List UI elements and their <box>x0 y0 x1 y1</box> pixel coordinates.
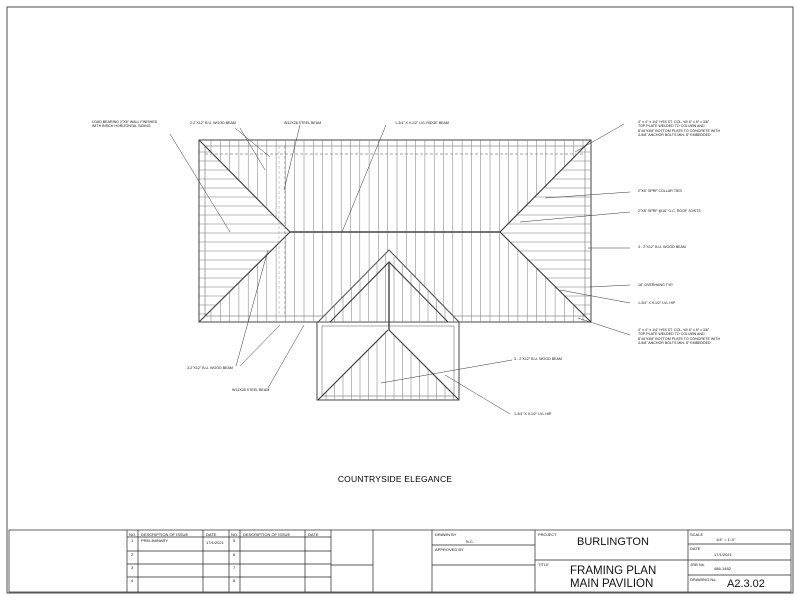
title-line-1: FRAMING PLAN <box>570 565 657 577</box>
issue-header-description-2: DESCRIPTION OF ISSUE <box>243 532 291 537</box>
callout-column-bottom: 4" x 4" x 1/4" HSS ST. COL. W/ 6" x 6" x 3/8" TOP PLATE WELDED TO COLUMN AND 8"x8"x3/8" BOTTOM PLATE TO CONCRETE WITH 4-5/8" ANCHOR BOLTS MIN. 8" EMBEDDED <box>638 328 721 346</box>
project-value: BURLINGTON <box>577 536 649 548</box>
issue-no-right-1: 5 <box>233 538 236 543</box>
title-block-lines <box>9 530 791 592</box>
scale-label: SCALE <box>690 532 704 537</box>
issue-no-left-4: 4 <box>131 578 134 583</box>
issue-header-date: DATE <box>206 532 217 537</box>
callout-overhang: 18" OVERHANG TYP. <box>638 283 674 287</box>
issue-header-description: DESCRIPTION OF ISSUE <box>141 532 189 537</box>
callout-roof-joists: 2"X8" SPRF @16" O.C. ROOF JOISTS <box>638 209 701 213</box>
callout-wall-note: LOAD BEARING 2"X6" WALL FINISHED WITH BIRCH HORIZONTAL SIDING <box>92 120 158 129</box>
job-no-value: 486-1482 <box>714 566 731 571</box>
callout-column-top: 4" x 4" x 1/4" HSS ST. COL. W/ 6" x 6" x 3/8" TOP PLATE WELDED TO COLUMN AND 8"x8"x3/8" BOTTOM PLATE TO CONCRETE WITH 4-5/8" ANCHOR BOLTS MIN. 8" EMBEDDED <box>638 120 721 138</box>
job-no-label: JOB No. <box>690 562 706 567</box>
issue-header-no: NO. <box>129 532 137 537</box>
date-value: 17/1/2021 <box>714 552 732 557</box>
issue-date-left-1: 17/1/2021 <box>206 540 224 545</box>
callout-wood-beam-left: 3-2"X12" B.U. WOOD BEAM <box>187 366 233 370</box>
callout-collar-ties: 2"X6" SPRF COLLAR TIES <box>638 189 682 193</box>
issue-no-right-2: 6 <box>233 552 236 557</box>
issue-no-right-3: 7 <box>233 565 236 570</box>
issue-no-left-3: 3 <box>131 565 134 570</box>
callout-steel-beam-bottom: W12X26 STEEL BEAM <box>232 388 270 392</box>
callout-top-beam: 2-2"X12" B.U. WOOD BEAM <box>190 121 236 125</box>
callout-lvl-hip-right: 1-3/4" X 9-1/2" LVL HIP <box>638 301 676 305</box>
issue-header-date-2: DATE <box>308 532 319 537</box>
drawing-no-label: DRAWING No. <box>690 577 717 582</box>
approved-by-label: APPROVED BY <box>435 547 464 552</box>
callout-wood-beam-right: 3 - 2"X12" B.U. WOOD BEAM <box>638 245 686 249</box>
drawing-no-value: A2.3.02 <box>727 578 765 590</box>
drawing-caption: COUNTRYSIDE ELEGANCE <box>337 474 453 484</box>
project-label: PROJECT <box>538 532 557 537</box>
callout-wood-beam-bottom: 3 - 2"X12" B.U. WOOD BEAM <box>514 357 562 361</box>
date-label: DATE <box>690 546 701 551</box>
drawn-by-label: DRAWN BY <box>435 532 457 537</box>
porch-roof-outline <box>317 250 459 400</box>
callout-steel-beam-top: W12X26 STEEL BEAM <box>284 121 322 125</box>
issue-no-left-1: 1 <box>131 538 134 543</box>
issue-no-right-4: 8 <box>233 578 236 583</box>
scale-value: 1/4" = 1'-0" <box>716 537 736 542</box>
callout-ridge-beam: 1-3/4" X 9-1/2" LVL RIDGE BEAM <box>395 121 449 125</box>
title-line-2: MAIN PAVILION <box>570 578 654 590</box>
issue-no-left-2: 2 <box>131 552 134 557</box>
callout-lvl-hip-bottom: 1-3/4" X 9-1/2" LVL HIP <box>514 412 552 416</box>
issue-header-no-2: NO. <box>231 532 239 537</box>
title-label: TITLE <box>538 562 549 567</box>
issue-description-left-1: PRELIMINARY <box>141 538 169 543</box>
drawn-by-value: N.C. <box>466 539 474 544</box>
